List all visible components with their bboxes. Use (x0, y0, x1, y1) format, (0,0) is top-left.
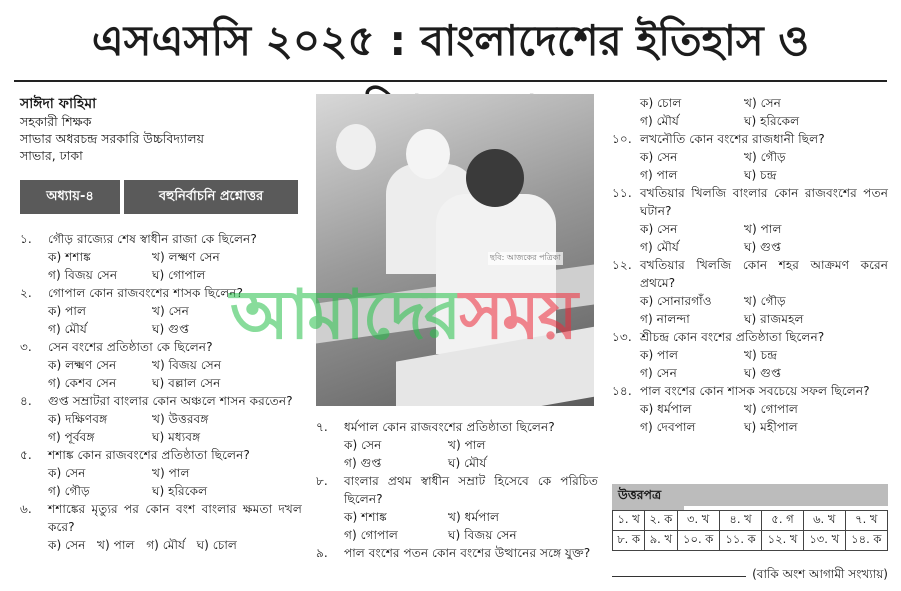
question-text: শশাঙ্ক কোন রাজবংশের প্রতিষ্ঠাতা ছিলেন? (48, 448, 250, 462)
option: খ) গৌড় (744, 294, 786, 308)
chapter-label: অধ্যায়-৪ (20, 180, 120, 214)
option: খ) পাল (448, 438, 486, 452)
option: গ) গোপাল (344, 528, 398, 542)
option: ঘ) মধ্যবঙ্গ (152, 430, 201, 444)
photo-student-head (466, 149, 524, 207)
answer-cell: ২. ক (645, 511, 677, 531)
option: ক) পাল (48, 304, 87, 318)
option: খ) পাল (744, 222, 782, 236)
option: গ) পূর্ববঙ্গ (48, 430, 95, 444)
answer-table (612, 510, 888, 551)
option-row (612, 364, 888, 382)
answer-cell: ১৩. খ (803, 531, 845, 551)
option: খ) চন্দ্র (744, 348, 778, 362)
question-number: ৫. (20, 448, 32, 462)
option: ঘ) চন্দ্র (744, 168, 777, 182)
option: গ) মৌর্য (640, 240, 679, 254)
question-number: ১২. (612, 258, 632, 272)
option: খ) উত্তরবঙ্গ (152, 412, 209, 426)
question-number: ২. (20, 286, 32, 300)
chapter-banner (20, 180, 298, 214)
continuation-note (612, 566, 888, 586)
chapter-type: বহুনির্বাচনি প্রশ্নোত্তর (124, 180, 298, 214)
option-row (612, 346, 888, 364)
option: ক) পাল (640, 348, 679, 362)
option-row (612, 148, 888, 166)
question-text: ধর্মপাল কোন রাজবংশের প্রতিষ্ঠাতা ছিলেন? (344, 420, 555, 434)
question-text: গুপ্ত সম্রাটরা বাংলার কোন অঞ্চলে শাসন করতেন? (48, 394, 293, 408)
option-row (20, 428, 302, 446)
option: গ) দেবপাল (640, 420, 696, 434)
option: খ) পাল (152, 466, 190, 480)
option: ক) সেন (48, 466, 86, 480)
option: ক) লক্ষ্মণ সেন (48, 358, 117, 372)
question-number: ১১. (612, 186, 632, 200)
option: ঘ) বিজয় সেন (448, 528, 517, 542)
option-row (20, 536, 302, 554)
option: ক) শশাঙ্ক (344, 510, 387, 524)
question-number: ১৪. (612, 384, 632, 398)
option: ঘ) গুপ্ত (744, 366, 781, 380)
question-14 (612, 382, 888, 400)
answer-key (612, 484, 888, 551)
questions-column-2 (316, 418, 598, 562)
answer-cell: ৬. খ (803, 511, 845, 531)
answer-cell: ১. খ (613, 511, 645, 531)
option: গ) কেশব সেন (48, 376, 117, 390)
option-row (20, 464, 302, 482)
question-text: লখনৌতি কোন বংশের রাজধানী ছিল? (640, 132, 825, 146)
option: ক) শশাঙ্ক (48, 250, 91, 264)
author-role: সহকারী শিক্ষক (20, 114, 92, 129)
option: ঘ) গুপ্ত (744, 240, 781, 254)
answer-cell: ৯. খ (645, 531, 677, 551)
question-text: গৌড় রাজ্যের শেষ স্বাধীন রাজা কে ছিলেন? (48, 232, 257, 246)
question-6 (20, 500, 302, 536)
option: খ) গৌড় (744, 150, 786, 164)
option-row (316, 508, 598, 526)
option-row (612, 310, 888, 328)
option: ক) সেন খ) পাল গ) মৌর্য ঘ) চোল (48, 538, 237, 552)
photo-caption: ছবি: আজকের পত্রিকা (488, 252, 563, 265)
answer-row (613, 531, 888, 551)
watermark-logo (230, 262, 576, 376)
question-text: শশাঙ্কের মৃত্যুর পর কোন বংশ বাংলার ক্ষমতা দখল করে? (48, 502, 302, 534)
option-row (612, 292, 888, 310)
option: খ) সেন (152, 304, 189, 318)
option: ক) ধর্মপাল (640, 402, 692, 416)
question-9 (316, 544, 598, 562)
question-text: শ্রীচন্দ্র কোন বংশের প্রতিষ্ঠাতা ছিলেন? (640, 330, 825, 344)
answer-cell: ১২. খ (762, 531, 804, 551)
option: ঘ) বল্লাল সেন (152, 376, 221, 390)
questions-column-3 (612, 94, 888, 436)
author-place: সাভার, ঢাকা (20, 148, 83, 163)
answer-key-header-bar (684, 484, 888, 506)
option: ক) সেন (344, 438, 382, 452)
option: গ) নালন্দা (640, 312, 690, 326)
answer-cell: ১৪. ক (845, 531, 887, 551)
question-number: ১. (20, 232, 32, 246)
option: ঘ) রাজমহল (744, 312, 804, 326)
option: ঘ) হরিকেল (152, 484, 208, 498)
question-5 (20, 446, 302, 464)
question-number: ৩. (20, 340, 32, 354)
question-number: ৮. (316, 474, 328, 488)
option: ক) সেন (640, 150, 678, 164)
question-text: পাল বংশের কোন শাসক সবচেয়ে সফল ছিলেন? (640, 384, 870, 398)
question-number: ৬. (20, 502, 32, 516)
option: খ) ধর্মপাল (448, 510, 500, 524)
author-name: সাঈদা ফাহিমা (20, 96, 97, 112)
question-text: বখতিয়ার খিলজি বাংলার কোন রাজবংশের পতন ঘটান? (640, 186, 888, 218)
watermark-part-2: সময় (459, 276, 576, 355)
question-number: ৭. (316, 420, 328, 434)
option: খ) সেন (744, 96, 781, 110)
option: গ) পাল (640, 168, 678, 182)
option-row (612, 418, 888, 436)
option: খ) বিজয় সেন (152, 358, 222, 372)
question-12 (612, 256, 888, 292)
question-7 (316, 418, 598, 436)
option: ক) সোনারগাঁও (640, 294, 712, 308)
question-number: ১৩. (612, 330, 632, 344)
option-row (20, 374, 302, 392)
question-10 (612, 130, 888, 148)
option: গ) গৌড় (48, 484, 90, 498)
title-divider (14, 80, 887, 82)
option-row (612, 166, 888, 184)
option: ক) সেন (640, 222, 678, 236)
option: ঘ) মহীপাল (744, 420, 798, 434)
watermark-part-1: আমাদের (230, 276, 460, 355)
option-row (612, 400, 888, 418)
option: ক) চোল (640, 96, 682, 110)
answer-cell: ১১. ক (719, 531, 761, 551)
question-11 (612, 184, 888, 220)
option-row (316, 454, 598, 472)
question-text: পাল বংশের পতন কোন বংশের উত্থানের সঙ্গে যুক্ত? (344, 546, 591, 560)
question-number: ১০. (612, 132, 632, 146)
option-row (316, 526, 598, 544)
option-row (612, 220, 888, 238)
question-text: সেন বংশের প্রতিষ্ঠাতা কে ছিলেন? (48, 340, 213, 354)
option-row (612, 112, 888, 130)
option: ঘ) হরিকেল (744, 114, 800, 128)
option: গ) গুপ্ত (344, 456, 382, 470)
question-1 (20, 230, 302, 248)
option-row (316, 436, 598, 454)
page-title: এসএসসি ২০২৫ : বাংলাদেশের ইতিহাস ও (91, 16, 810, 65)
option: খ) লক্ষ্মণ সেন (152, 250, 220, 264)
question-number: ৯. (316, 546, 328, 560)
author-block (20, 96, 300, 164)
footer-rule (612, 576, 746, 577)
option: গ) বিজয় সেন (48, 268, 118, 282)
question-13 (612, 328, 888, 346)
option: ঘ) গুপ্ত (152, 322, 189, 336)
option: খ) গোপাল (744, 402, 798, 416)
option-row (20, 482, 302, 500)
answer-cell: ৩. খ (677, 511, 719, 531)
option: গ) মৌর্য (48, 322, 87, 336)
answer-cell: ৮. ক (613, 531, 645, 551)
question-4 (20, 392, 302, 410)
option-row (20, 410, 302, 428)
photo-student-head (406, 129, 450, 179)
question-text: গোপাল কোন রাজবংশের শাসক ছিলেন? (48, 286, 244, 300)
option: ক) দক্ষিণবঙ্গ (48, 412, 108, 426)
continuation-text: (বাকি অংশ আগামী সংখ্যায়) (752, 567, 888, 581)
option: গ) মৌর্য (640, 114, 679, 128)
question-number: ৪. (20, 394, 32, 408)
answer-row (613, 511, 888, 531)
answer-cell: ৭. খ (845, 511, 887, 531)
question-text: বখতিয়ার খিলজি কোন শহর আক্রমণ করেন প্রথমে? (640, 258, 888, 290)
option-row (612, 94, 888, 112)
author-school: সাভার অধরচন্দ্র সরকারি উচ্চবিদ্যালয় (20, 131, 204, 146)
answer-cell: ১০. ক (677, 531, 719, 551)
option-row (612, 238, 888, 256)
answer-cell: ৪. খ (719, 511, 761, 531)
question-text: বাংলার প্রথম স্বাধীন সম্রাট হিসেবে কে পরিচিত ছিলেন? (344, 474, 598, 506)
option: ঘ) মৌর্য (448, 456, 487, 470)
answer-cell: ৫. গ (762, 511, 804, 531)
option: ঘ) গোপাল (152, 268, 206, 282)
photo-student-head (336, 124, 376, 170)
question-8 (316, 472, 598, 508)
option: গ) সেন (640, 366, 677, 380)
answer-key-title: উত্তরপত্র (612, 484, 684, 510)
